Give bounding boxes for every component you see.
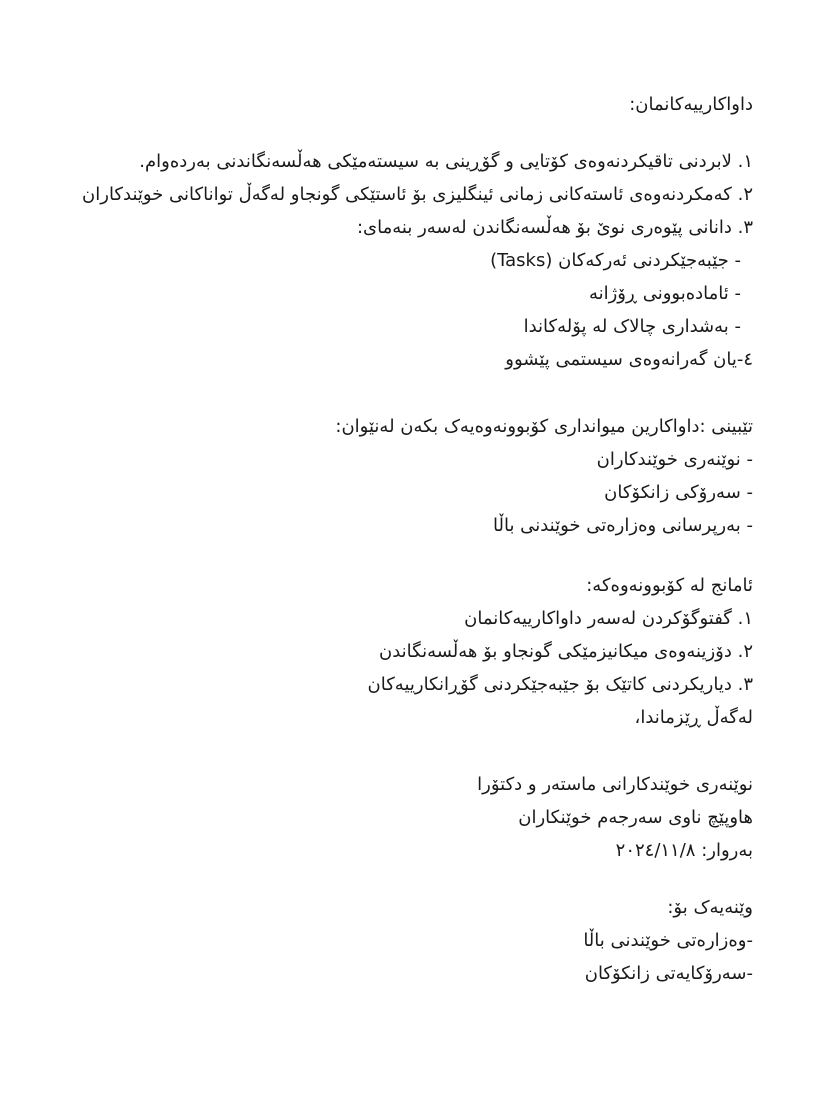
note-section (33, 410, 753, 542)
copy-to-section (33, 891, 753, 990)
goal-item-2: ٢. دۆزینەوەی میکانیزمێکی گونجاو بۆ هەڵسەنگاندن (378, 641, 753, 662)
top-margin (33, 0, 753, 88)
spacer (33, 376, 753, 410)
closing-regards: لەگەڵ ڕێزماندا، (634, 707, 753, 728)
demand-item-1: ١. لابردنی تاقیکردنەوەی کۆتایی و گۆڕینی بە سیستەمێکی هەڵسەنگاندنی بەردەوام. (139, 151, 753, 172)
letter-document (33, 0, 753, 990)
goal-item-1: ١. گفتوگۆکردن لەسەر داواکارییەکانمان (464, 608, 753, 629)
goals-heading: ئامانج لە کۆبوونەوەکە: (586, 575, 753, 596)
signature-date: بەروار: ٢٠٢٤/١١/٨ (615, 840, 753, 861)
copy-to-university-presidency: -سەرۆکایەتی زانکۆکان (584, 963, 753, 984)
signature-line-1: نوێنەری خوێندکارانی ماستەر و دکتۆرا (477, 774, 753, 795)
spacer (33, 734, 753, 768)
goals-section (33, 569, 753, 734)
note-item-ministry: - بەرپرسانی وەزارەتی خوێندنی باڵا (493, 515, 753, 536)
copy-to-ministry: -وەزارەتی خوێندنی باڵا (583, 930, 753, 951)
note-item-students: - نوێنەری خوێندکاران (596, 449, 753, 470)
spacer (33, 121, 753, 145)
spacer (33, 867, 753, 891)
demand-item-3: ٣. دانانی پێوەری نوێ بۆ هەڵسەنگاندن لەسەر بنەمای: (356, 217, 753, 238)
copy-to-heading: وێنەیەک بۆ: (667, 897, 753, 918)
demand-sub-item-tasks: - جێبەجێکردنی ئەرکەکان (Tasks) (490, 250, 741, 271)
note-item-university-heads: - سەرۆکی زانکۆکان (604, 482, 753, 503)
demand-item-2: ٢. کەمکردنەوەی ئاستەکانی زمانی ئینگلیزی بۆ ئاستێکی گونجاو لەگەڵ تواناکانی خوێندکاران (82, 184, 753, 205)
demands-heading: داواکارییەکانمان: (629, 94, 753, 115)
demand-item-4: ٤-یان گەرانەوەی سیستمی پێشوو (505, 349, 753, 370)
demand-sub-item-participation: - بەشداری چالاک لە پۆلەکاندا (523, 316, 741, 337)
note-heading: تێبینی :داواکارین میوانداری کۆبوونەوەیەک بکەن لەنێوان: (335, 416, 753, 437)
demand-sub-item-attendance: - ئامادەبوونی ڕۆژانە (588, 283, 741, 304)
spacer (33, 542, 753, 569)
signature-line-2: هاوپێچ ناوی سەرجەم خوێنکاران (518, 807, 753, 828)
goal-item-3: ٣. دیاریکردنی کاتێک بۆ جێبەجێکردنی گۆڕانکارییەکان (367, 674, 753, 695)
signature-section (33, 768, 753, 867)
demands-section (33, 88, 753, 376)
